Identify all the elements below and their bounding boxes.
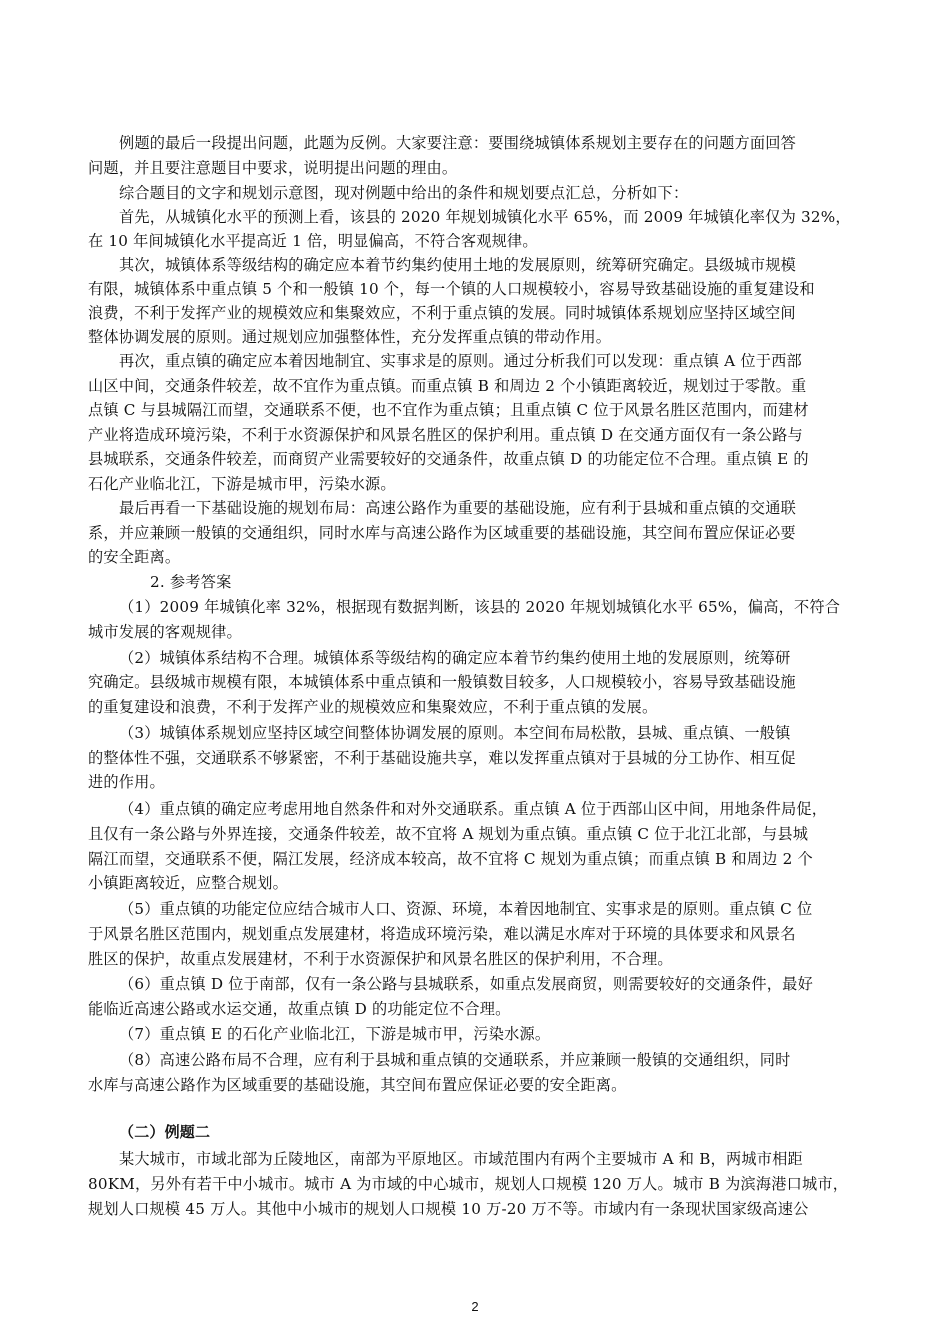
page-number: 2 bbox=[471, 1299, 479, 1314]
text-line: 有限，城镇体系中重点镇 5 个和一般镇 10 个，每一个镇的人口规模较小，容易导致基础设施的重复建设和 bbox=[88, 280, 815, 298]
text-line: （6）重点镇 D 位于南部，仅有一条公路与县城联系，如重点发展商贸，则需要较好的交通条件，最好 bbox=[119, 975, 813, 993]
text-line: 石化产业临北江，下游是城市甲，污染水源。 bbox=[88, 475, 396, 493]
text-line: 80KM，另外有若干中小城市。城市 A 为市域的中心城市，规划人口规模 120 万人。城市 B 为滨海港口城市， bbox=[88, 1175, 849, 1193]
text-line: 于风景名胜区范围内，规划重点发展建材，将造成环境污染，难以满足水库对于环境的具体要求和风景名 bbox=[88, 925, 796, 943]
text-line: 城市发展的客观规律。 bbox=[88, 623, 242, 641]
text-line: 其次，城镇体系等级结构的确定应本着节约集约使用土地的发展原则，统筹研究确定。县级城市规模 bbox=[119, 256, 797, 274]
text-line: 产业将造成环境污染，不利于水资源保护和风景名胜区的保护利用。重点镇 D 在交通方面仅有一条公路与 bbox=[88, 426, 803, 444]
text-line: （4）重点镇的确定应考虑用地自然条件和对外交通联系。重点镇 A 位于西部山区中间，用地条件局促， bbox=[119, 800, 828, 818]
text-line: 的整体性不强，交通联系不够紧密，不利于基础设施共享，难以发挥重点镇对于县城的分工协作、相互促 bbox=[88, 749, 796, 767]
text-line: 进的作用。 bbox=[88, 773, 165, 791]
text-line: 综合题目的文字和规划示意图，现对例题中给出的条件和规划要点汇总，分析如下： bbox=[119, 184, 689, 202]
text-line: 点镇 C 与县城隔江而望，交通联系不便，也不宜作为重点镇；且重点镇 C 位于风景名胜区范围内，而建材 bbox=[88, 401, 809, 419]
text-line: （7）重点镇 E 的石化产业临北江，下游是城市甲，污染水源。 bbox=[119, 1025, 551, 1043]
text-line: 的安全距离。 bbox=[88, 548, 181, 566]
section-heading: （二）例题二 bbox=[119, 1123, 211, 1141]
text-line: 隔江而望，交通联系不便，隔江发展，经济成本较高，故不宜将 C 规划为重点镇；而重点镇 B 和周边 2 个 bbox=[88, 850, 813, 868]
text-line: （5）重点镇的功能定位应结合城市人口、资源、环境，本着因地制宜、实事求是的原则。重点镇 C 位 bbox=[119, 900, 813, 918]
text-line: 系，并应兼顾一般镇的交通组织，同时水库与高速公路作为区域重要的基础设施，其空间布置应保证必要 bbox=[88, 524, 796, 542]
text-line: 山区中间，交通条件较差，故不宜作为重点镇。而重点镇 B 和周边 2 个小镇距离较近，规划过于零散。重 bbox=[88, 377, 807, 395]
text-line: 首先，从城镇化水平的预测上看，该县的 2020 年规划城镇化水平 65%，而 2009 年城镇化率仅为 32%， bbox=[119, 208, 851, 226]
text-line: 县城联系，交通条件较差，而商贸产业需要较好的交通条件，故重点镇 D 的功能定位不合理。重点镇 E 的 bbox=[88, 450, 809, 468]
text-line: 能临近高速公路或水运交通，故重点镇 D 的功能定位不合理。 bbox=[88, 1000, 511, 1018]
text-line: （8）高速公路布局不合理，应有利于县城和重点镇的交通联系，并应兼顾一般镇的交通组织，同时 bbox=[119, 1051, 791, 1069]
text-line: 在 10 年间城镇化水平提高近 1 倍，明显偏高，不符合客观规律。 bbox=[88, 232, 538, 250]
text-line: 最后再看一下基础设施的规划布局：高速公路作为重要的基础设施，应有利于县城和重点镇的交通联 bbox=[119, 499, 797, 517]
section-subheading: 2. 参考答案 bbox=[150, 573, 232, 591]
text-line: 水库与高速公路作为区域重要的基础设施，其空间布置应保证必要的安全距离。 bbox=[88, 1076, 627, 1094]
text-line: 问题，并且要注意题目中要求，说明提出问题的理由。 bbox=[88, 159, 458, 177]
text-line: 胜区的保护，故重点发展建材，不利于水资源保护和风景名胜区的保护利用，不合理。 bbox=[88, 950, 673, 968]
text-line: 整体协调发展的原则。通过规划应加强整体性，充分发挥重点镇的带动作用。 bbox=[88, 328, 612, 346]
text-line: （2）城镇体系结构不合理。城镇体系等级结构的确定应本着节约集约使用土地的发展原则，统筹研 bbox=[119, 649, 791, 667]
text-line: 规划人口规模 45 万人。其他中小城市的规划人口规模 10 万-20 万不等。市域内有一条现状国家级高速公 bbox=[88, 1200, 809, 1218]
text-line: 例题的最后一段提出问题，此题为反例。大家要注意：要围绕城镇体系规划主要存在的问题方面回答 bbox=[119, 134, 797, 152]
text-line: 的重复建设和浪费，不利于发挥产业的规模效应和集聚效应，不利于重点镇的发展。 bbox=[88, 698, 658, 716]
text-line: 浪费，不利于发挥产业的规模效应和集聚效应，不利于重点镇的发展。同时城镇体系规划应坚持区域空间 bbox=[88, 304, 796, 322]
text-line: （3）城镇体系规划应坚持区域空间整体协调发展的原则。本空间布局松散，县城、重点镇、一般镇 bbox=[119, 724, 791, 742]
text-line: 再次，重点镇的确定应本着因地制宜、实事求是的原则。通过分析我们可以发现：重点镇 A 位于西部 bbox=[119, 352, 802, 370]
text-line: 且仅有一条公路与外界连接，交通条件较差，故不宜将 A 规划为重点镇。重点镇 C 位于北江北部，与县城 bbox=[88, 825, 809, 843]
text-line: （1）2009 年城镇化率 32%，根据现有数据判断，该县的 2020 年规划城镇化水平 65%，偏高，不符合 bbox=[119, 598, 841, 616]
text-line: 究确定。县级城市规模有限，本城镇体系中重点镇和一般镇数目较多，人口规模较小，容易导致基础设施 bbox=[88, 673, 796, 691]
text-line: 某大城市，市域北部为丘陵地区，南部为平原地区。市域范围内有两个主要城市 A 和 B，两城市相距 bbox=[119, 1150, 803, 1168]
text-line: 小镇距离较近，应整合规划。 bbox=[88, 874, 289, 892]
